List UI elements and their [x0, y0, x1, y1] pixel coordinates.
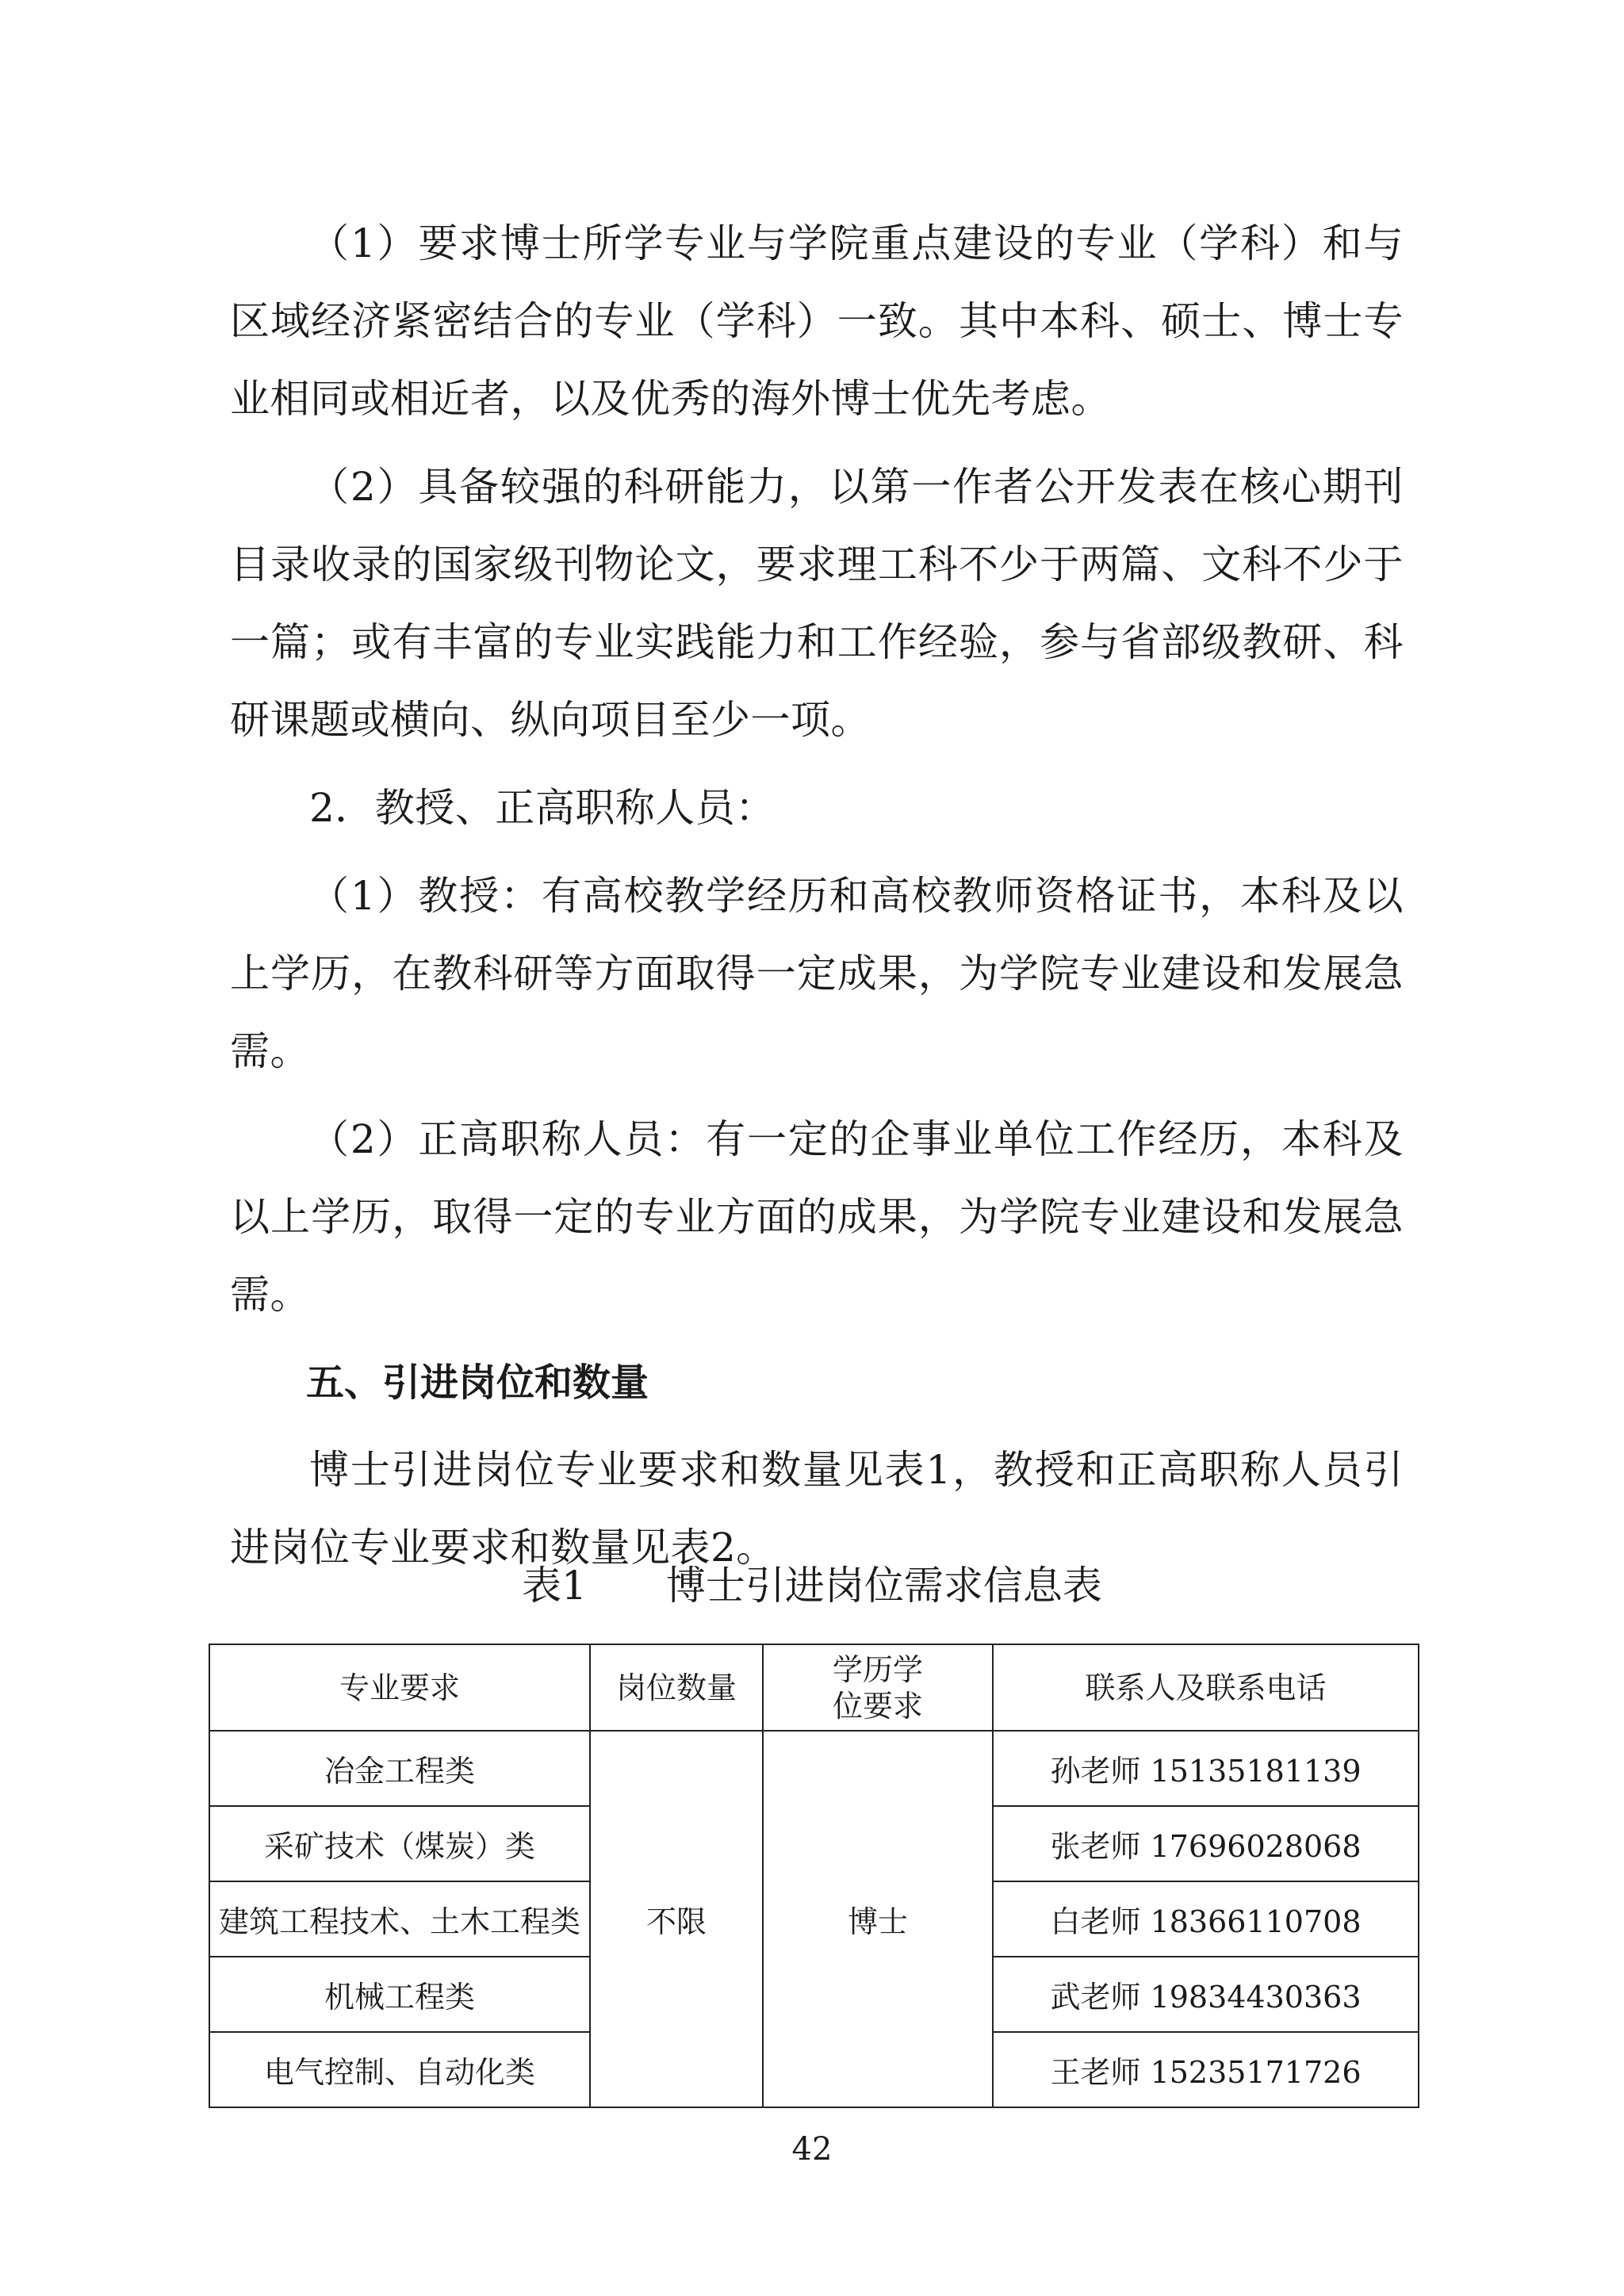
cell-major: 冶金工程类: [209, 1731, 590, 1806]
table-header-row: [209, 1644, 1419, 1731]
cell-contact: 白老师 18366110708: [993, 1881, 1419, 1957]
header-quantity: 岗位数量: [590, 1644, 763, 1731]
paragraph-senior-title-requirement: （2）正高职称人员：有一定的企事业单位工作经历，本科及以上学历，取得一定的专业方面的成果，为学院专业建设和发展急需。: [230, 1116, 1404, 1318]
cell-major: 电气控制、自动化类: [209, 2032, 590, 2107]
doctor-positions-table: [209, 1644, 1419, 2108]
body-text: [230, 205, 1404, 1597]
header-degree: [763, 1644, 993, 1731]
cell-contact: 王老师 15235171726: [993, 2032, 1419, 2107]
table-caption: 表1 博士引进岗位需求信息表: [522, 1563, 1102, 1609]
header-degree-text: 学历学位要求: [832, 1651, 923, 1724]
cell-quantity: 不限: [590, 1731, 763, 2107]
header-major: 专业要求: [209, 1644, 590, 1731]
paragraph-professor-heading: 2．教授、正高职称人员：: [309, 785, 776, 831]
section-heading: 五、引进岗位和数量: [306, 1360, 649, 1405]
cell-contact: 张老师 17696028068: [993, 1806, 1419, 1881]
cell-degree: 博士: [763, 1731, 993, 2107]
cell-major: 采矿技术（煤炭）类: [209, 1806, 590, 1881]
paragraph-professor-requirement: （1）教授：有高校教学经历和高校教师资格证书，本科及以上学历，在教科研等方面取得一定成果，为学院专业建设和发展急需。: [230, 873, 1404, 1074]
page-number: 42: [791, 2131, 833, 2168]
cell-contact: 孙老师 15135181139: [993, 1731, 1419, 1806]
cell-contact: 武老师 19834430363: [993, 1957, 1419, 2032]
header-contact: 联系人及联系电话: [993, 1644, 1419, 1731]
paragraph-positions-summary: 博士引进岗位专业要求和数量见表1，教授和正高职称人员引进岗位专业要求和数量见表2。: [230, 1447, 1404, 1571]
cell-major: 机械工程类: [209, 1957, 590, 2032]
paragraph-doctor-research-requirement: （2）具备较强的科研能力，以第一作者公开发表在核心期刊目录收录的国家级刊物论文，要求理工科不少于两篇、文科不少于一篇；或有丰富的专业实践能力和工作经验，参与省部级教研、科研课题或横向、纵向项目至少一项。: [230, 464, 1404, 743]
table-row: [209, 1731, 1419, 1806]
cell-major: 建筑工程技术、土木工程类: [209, 1881, 590, 1957]
paragraph-doctor-major-requirement: （1）要求博士所学专业与学院重点建设的专业（学科）和与区域经济紧密结合的专业（学科）一致。其中本科、硕士、博士专业相同或相近者，以及优秀的海外博士优先考虑。: [230, 220, 1404, 422]
